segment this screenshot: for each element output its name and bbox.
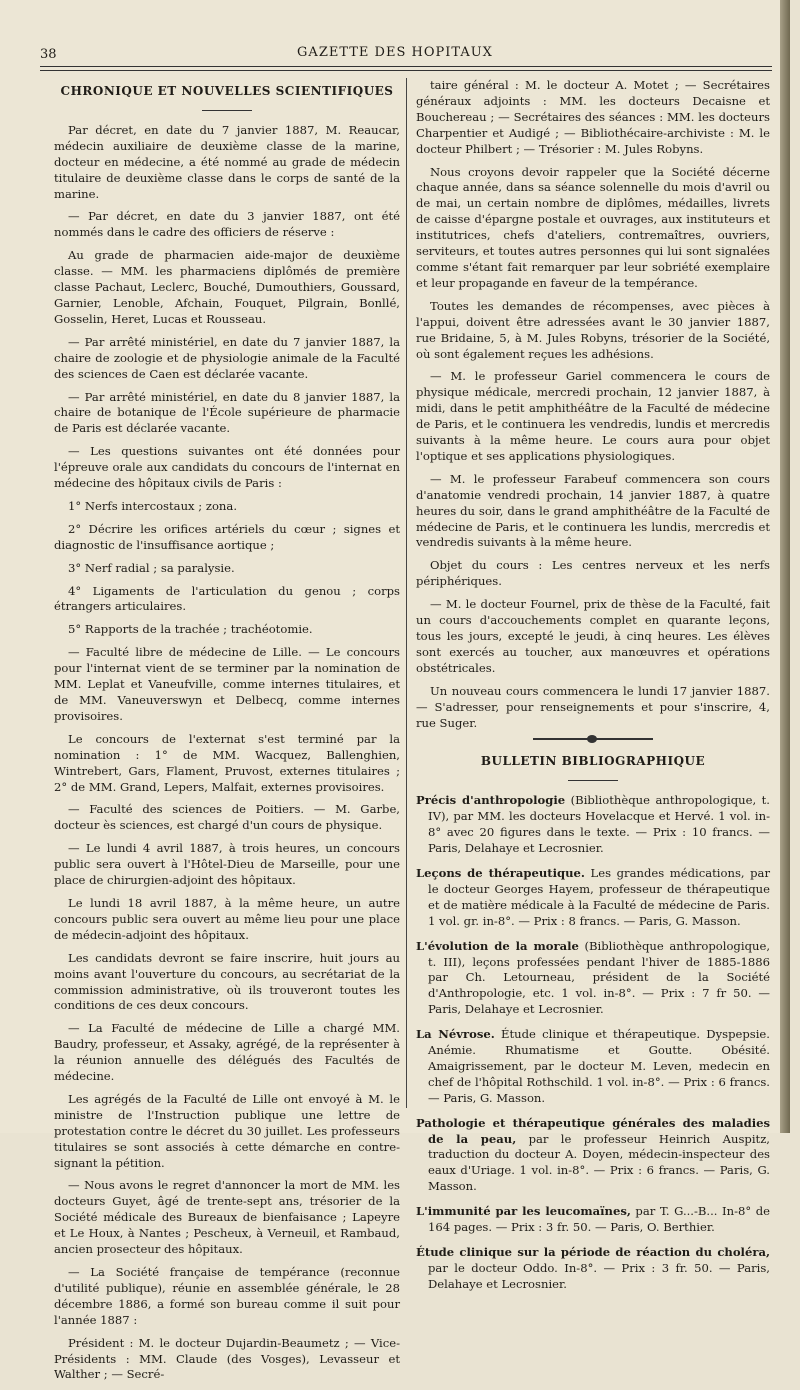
paragraph: Un nouveau cours commencera le lundi 17 janvier 1887. — S'adresser, pour renseignements et pour s'inscrire, 4, rue Suger. xyxy=(416,683,770,730)
bibliography-title: Pathologie et thérapeutique générales des maladies de la peau, xyxy=(416,1115,770,1146)
paragraph: — La Société française de tempérance (reconnue d'utilité publique), réunie en assemblée générale, le 28 décembre 1886, a formé son bureau comme il suit pour l'année 1887 : xyxy=(54,1265,400,1327)
bibliography-entry xyxy=(416,1027,770,1107)
paragraph: Le concours de l'externat s'est terminé par la nomination : 1° de MM. Wacquez, Ballenghien, Wintrebert, Gars, Flament, Pruvost, externes titulaires ; 2° de MM. Grand, Lepers, Malfait, externes provisoires. xyxy=(54,731,400,794)
paragraph: 1° Nerfs intercostaux ; zona. xyxy=(68,498,237,513)
paragraph: — Faculté des sciences de Poitiers. — M. Garbe, docteur ès sciences, est chargé d'un cours de physique. xyxy=(54,802,400,833)
bibliography-title: Leçons de thérapeutique. xyxy=(416,865,585,880)
paragraph: — La Faculté de médecine de Lille a chargé MM. Baudry, professeur, et Assaky, agrégé, de la représenter à la réunion annuelle des délégués des Facultés de médecine. xyxy=(54,1021,400,1084)
page-header-title: GAZETTE DES HOPITAUX xyxy=(297,45,493,60)
header-rule xyxy=(40,66,772,67)
bibliography-text: par le docteur Oddo. In-8°. — Prix : 3 fr. 50. — Paris, Delahaye et Lecrosnier. xyxy=(428,1260,770,1291)
paragraph: — Le lundi 4 avril 1887, à trois heures, un concours public sera ouvert à l'Hôtel-Dieu de Marseille, pour une place de chirurgien-adjoint des hôpitaux. xyxy=(54,841,400,888)
paragraph: Au grade de pharmacien aide-major de deuxième classe. — MM. les pharmaciens diplômés de première classe Pachaut, Leclerc, Bouché, Dumouthiers, Goussard, Garnier, Lenoble, Afchain, Fouquet, Pilgrain, Bonllé, Gosselin, Heret, Lucas et Rousseau. xyxy=(54,248,400,326)
bibliography-text: Les grandes médications, par le docteur Georges Hayem, professeur de thérapeutique et de matière médicale à la Faculté de médecine de Paris. 1 vol. gr. in-8°. — Prix : 8 francs. — Paris, G. Masson. xyxy=(428,865,771,928)
paragraph: 4° Ligaments de l'articulation du genou ; corps étrangers articulaires. xyxy=(54,583,400,614)
paragraph: — M. le professeur Gariel commencera le cours de physique médicale, mercredi prochain, 12 janvier 1887, à midi, dans le petit amphithéâtre de la Faculté de médecine de Paris, et le continuera les vendredis, lundis et mercredis suivants à la même heure. Le cours aura pour objet l'optique et ses applications physiologiques. xyxy=(416,369,770,463)
bibliography-entry xyxy=(416,866,770,930)
page-number: 38 xyxy=(40,47,57,62)
bibliography-text: Étude clinique et thérapeutique. Dyspepsie. Anémie. Rhumatisme et Goutte. Obésité. Amaigrissement, par le docteur M. Leven, medecin en chef de l'hôpital Rothschild. 1 vol. in-8°. — Prix : 6 francs. — Paris, G. Masson. xyxy=(428,1027,770,1105)
bibliography-title: Étude clinique sur la période de réaction du choléra, xyxy=(416,1245,770,1259)
bibliography-text: par T. G...-B... In-8° de 164 pages. — Prix : 3 fr. 50. — Paris, O. Berthier. xyxy=(428,1204,770,1235)
bulletin-title: BULLETIN BIBLIOGRAPHIQUE xyxy=(480,754,706,769)
bibliography-text: par le professeur Heinrich Auspitz, traduction du docteur A. Doyen, médecin-inspecteur des eaux d'Uriage. 1 vol. in-8°. — Prix : 6 francs. — Paris, G. Masson. xyxy=(428,1131,770,1194)
bibliography-entry xyxy=(416,793,770,857)
bibliography-entry xyxy=(416,1204,770,1236)
page-edge xyxy=(780,0,790,1133)
paragraph: — Les questions suivantes ont été données pour l'épreuve orale aux candidats du concours de l'internat en médecine des hôpitaux civils de Paris : xyxy=(54,444,400,491)
bibliography-entry xyxy=(416,1245,770,1293)
section-rule xyxy=(202,110,252,111)
column-divider xyxy=(406,78,407,1108)
paragraph: taire général : M. le docteur A. Motet ; — Secrétaires généraux adjoints : MM. les docteurs Decaisne et Bouchereau ; — Secrétaires des séances : MM. les docteurs Charpentier et Audigé ; — Bibliothécaire-archiviste : M. le docteur Philbert ; — Trésorier : M. Jules Robyns. xyxy=(416,78,770,156)
bibliography-list xyxy=(416,793,770,1292)
paragraph: — M. le professeur Farabeuf commencera son cours d'anatomie vendredi prochain, 14 janvier 1887, à quatre heures du soir, dans le grand amphithéâtre de la Faculté de médecine de Paris, et le continuera les lundis, mercredis et vendredis suivants à la même heure. xyxy=(416,471,770,550)
paragraph: — Nous avons le regret d'annoncer la mort de MM. les docteurs Guyet, âgé de trente-sept ans, trésorier de la Société médicale des Bureaux de bienfaisance ; Lapeyre et Le Houx, à Nantes ; Pescheux, à Verneuil, et Rambaud, ancien prosecteur des hôpitaux. xyxy=(54,1178,400,1257)
bibliography-text: (Bibliothèque anthropologique, t. IV), par MM. les docteurs Hovelacque et Hervé. 1 vol. in-8° avec 20 figures dans le texte. — Prix : 10 francs. — Paris, Delahaye et Lecrosnier. xyxy=(428,793,770,856)
paragraph: Les candidats devront se faire inscrire, huit jours au moins avant l'ouverture du concours, au secrétariat de la commission administrative, où ils trouveront toutes les conditions de ces deux concours. xyxy=(54,950,400,1013)
paragraph: — Par arrêté ministériel, en date du 8 janvier 1887, la chaire de botanique de l'École supérieure de pharmacie de Paris est déclarée vacante. xyxy=(54,389,400,436)
header-rule-2 xyxy=(40,70,772,71)
bibliography-title: La Névrose. xyxy=(416,1027,495,1042)
paragraph: Les agrégés de la Faculté de Lille ont envoyé à M. le ministre de l'Instruction publique une lettre de protestation contre le décret du 30 juillet. Les professeurs titulaires se sont associés à cette démarche en contre-signant la pétition. xyxy=(54,1091,400,1170)
paragraph: 3° Nerf radial ; sa paralysie. xyxy=(68,560,235,575)
paragraph: Toutes les demandes de récompenses, avec pièces à l'appui, doivent être adressées avant le 30 janvier 1887, rue Bridaine, 5, à M. Jules Robyns, trésorier de la Société, où sont également reçues les adhésions. xyxy=(416,298,770,361)
bibliography-title: Précis d'anthropologie xyxy=(416,793,566,808)
right-column xyxy=(416,78,770,1302)
bibliography-entry xyxy=(416,1116,770,1196)
paragraph: — Faculté libre de médecine de Lille. — Le concours pour l'internat vient de se terminer par la nomination de MM. Leplat et Vaneufville, comme internes titulaires, et de MM. Vaneuverswyn et Delbecq, comme internes provisoires. xyxy=(54,645,400,723)
right-paragraphs xyxy=(416,78,770,731)
bibliography-title: L'immunité par les leucomaïnes, xyxy=(416,1204,631,1219)
ornament-rule xyxy=(533,738,653,740)
paragraph: Nous croyons devoir rappeler que la Société décerne chaque année, dans sa séance solennelle du mois d'avril ou de mai, un certain nombre de diplômes, médailles, livrets de caisse d'épargne postale et ouvrages, aux instituteurs et institutrices, chefs d'ateliers, contremaîtres, ouvriers, serviteurs, et toutes autres personnes qui lui sont signalées comme s'étant fait remarquer par leur sobriété exemplaire et leur propagande en faveur de la tempérance. xyxy=(416,164,770,290)
bibliography-text: (Bibliothèque anthropologique, t. III), leçons professées pendant l'hiver de 1885-1886 par Ch. Letourneau, président de la Société d'Anthropologie, etc. 1 vol. in-8°. — Prix : 7 fr 50. — Paris, Delahaye et Lecrosnier. xyxy=(428,938,771,1017)
bibliography-title: L'évolution de la morale xyxy=(416,938,579,953)
left-paragraphs xyxy=(54,123,400,1383)
left-column xyxy=(54,78,400,1390)
bulletin-rule xyxy=(568,780,618,781)
paragraph: — M. le docteur Fournel, prix de thèse de la Faculté, fait un cours d'accouchements complet en quarante leçons, tous les jours, excepté le jeudi, à cinq heures. Les élèves sont exercés au toucher, aux manœuvres et opérations obstétricales. xyxy=(416,597,770,675)
paragraph: Objet du cours : Les centres nerveux et les nerfs périphériques. xyxy=(416,558,770,589)
paragraph: 5° Rapports de la trachée ; trachéotomie. xyxy=(68,622,313,637)
paragraph: — Par arrêté ministériel, en date du 7 janvier 1887, la chaire de zoologie et de physiologie animale de la Faculté des sciences de Caen est déclarée vacante. xyxy=(54,334,400,381)
section-title: CHRONIQUE ET NOUVELLES SCIENTIFIQUES xyxy=(60,84,394,98)
paragraph: Par décret, en date du 7 janvier 1887, M. Reaucar, médecin auxiliaire de deuxième classe de la marine, docteur en médecine, a été nommé au grade de médecin titulaire de deuxième classe dans le corps de santé de la marine. xyxy=(54,122,400,201)
paragraph: — Par décret, en date du 3 janvier 1887, ont été nommés dans le cadre des officiers de réserve : xyxy=(54,209,400,240)
bibliography-entry xyxy=(416,939,770,1019)
paragraph: 2° Décrire les orifices artériels du cœur ; signes et diagnostic de l'insuffisance aortique ; xyxy=(54,521,400,552)
paragraph: Président : M. le docteur Dujardin-Beaumetz ; — Vice-Présidents : MM. Claude (des Vosges), Levasseur et Walther ; — Secré- xyxy=(54,1335,400,1382)
paragraph: Le lundi 18 avril 1887, à la même heure, un autre concours public sera ouvert au même lieu pour une place de médecin-adjoint des hôpitaux. xyxy=(54,895,400,942)
